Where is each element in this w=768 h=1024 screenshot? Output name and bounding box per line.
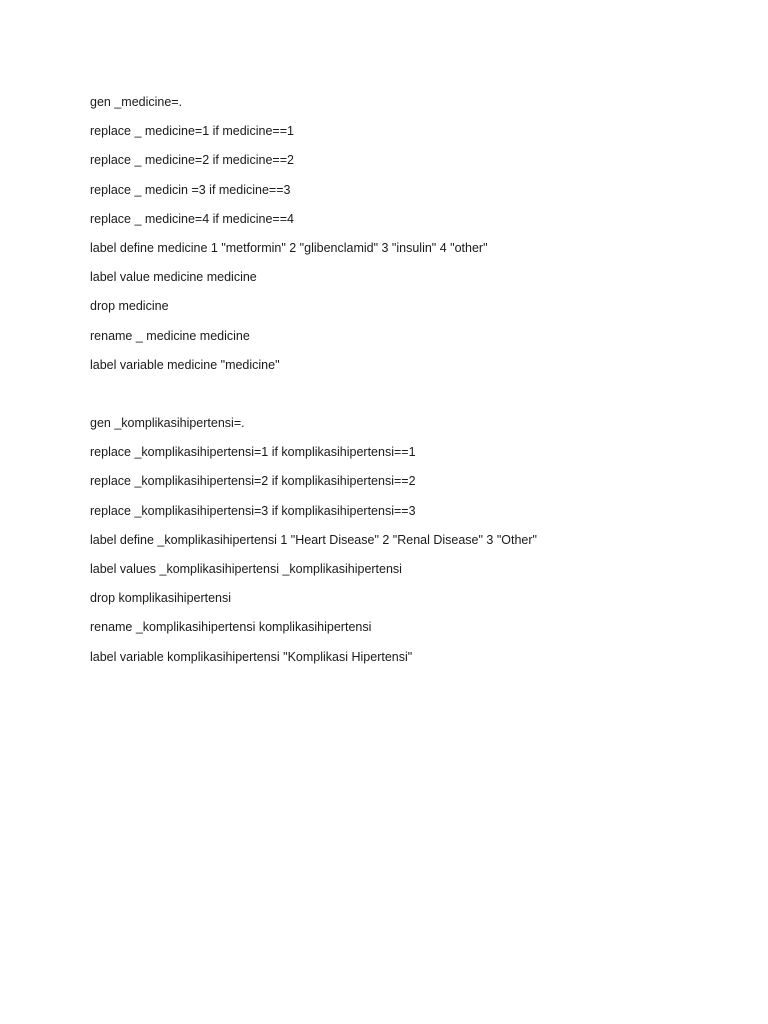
code-line: replace _ medicin =3 if medicine==3 [90, 182, 291, 197]
code-line: gen _komplikasihipertensi=. [90, 416, 245, 431]
code-line: drop komplikasihipertensi [90, 591, 232, 606]
blank-line [90, 384, 730, 413]
code-block-medicine [90, 92, 730, 384]
code-line: label variable medicine "medicine" [90, 357, 280, 372]
code-line: drop medicine [90, 299, 169, 314]
code-block-komplikasi [90, 413, 730, 676]
code-line: replace _ medicine=1 if medicine==1 [90, 124, 294, 139]
code-line: label define _komplikasihipertensi 1 "Heart Disease" 2 "Renal Disease" 3 "Other" [90, 532, 537, 547]
code-line: replace _ medicine=2 if medicine==2 [90, 153, 294, 168]
code-line: replace _ medicine=4 if medicine==4 [90, 211, 294, 226]
code-line: replace _komplikasihipertensi=3 if komplikasihipertensi==3 [90, 503, 416, 518]
code-line: replace _komplikasihipertensi=1 if komplikasihipertensi==1 [90, 445, 416, 460]
code-line: gen _medicine=. [90, 95, 183, 109]
code-line: label define medicine 1 "metformin" 2 "glibenclamid" 3 "insulin" 4 "other" [90, 240, 488, 255]
code-line: replace _komplikasihipertensi=2 if komplikasihipertensi==2 [90, 474, 416, 489]
code-line: rename _ medicine medicine [90, 328, 250, 343]
code-line: label values _komplikasihipertensi _komplikasihipertensi [90, 562, 402, 576]
code-line: label value medicine medicine [90, 270, 257, 285]
document-body [90, 92, 730, 676]
code-line: label variable komplikasihipertensi "Komplikasi Hipertensi" [90, 649, 413, 664]
code-line: rename _komplikasihipertensi komplikasihipertensi [90, 620, 372, 635]
